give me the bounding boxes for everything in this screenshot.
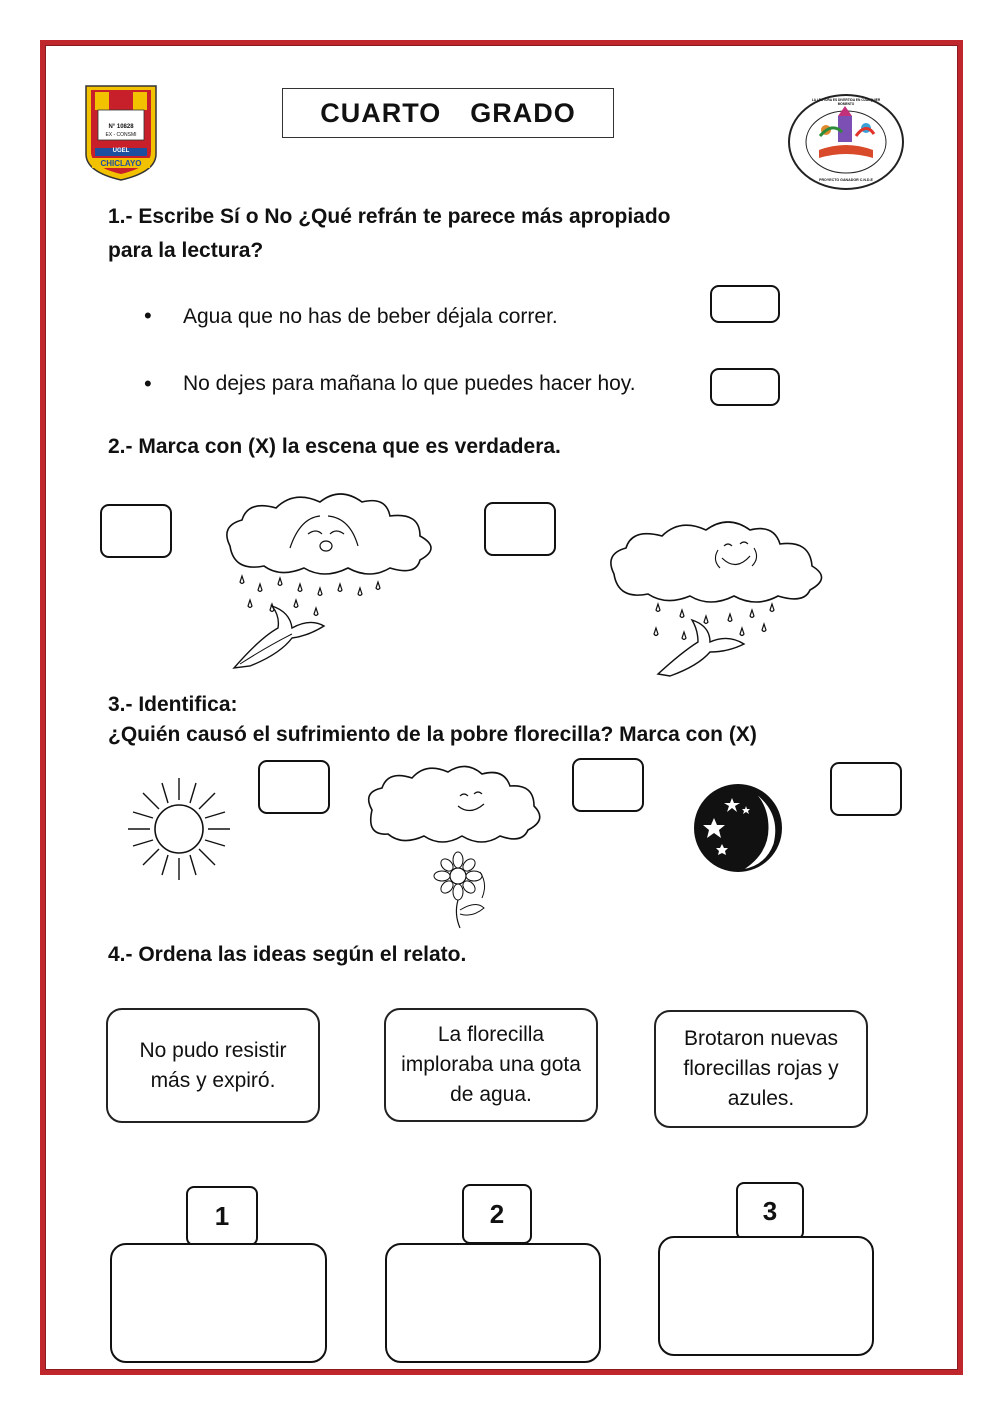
order-number-2: 2: [462, 1184, 532, 1244]
q1-item-text: No dejes para mañana lo que puedes hacer hoy.: [183, 372, 636, 395]
bullet-icon: •: [144, 303, 152, 328]
crest-ugel: UGEL: [112, 148, 130, 154]
idea-card-3: Brotaron nuevas florecillas rojas y azules.: [654, 1010, 868, 1128]
page-title: CUARTO GRADO: [282, 88, 614, 138]
q2-answer-box-2[interactable]: [484, 502, 556, 556]
idea-card-2: La florecilla imploraba una gota de agua.: [384, 1008, 598, 1122]
crest-city: CHICLAYO: [100, 159, 142, 168]
idea-card-1: No pudo resistir más y expiró.: [106, 1008, 320, 1123]
sun-icon: [126, 776, 232, 882]
q1-item-text: Agua que no has de beber déjala correr.: [183, 305, 558, 328]
q1-heading-line2: para la lectura?: [108, 239, 264, 262]
bullet-icon: •: [144, 371, 152, 396]
q3-answer-box-2[interactable]: [572, 758, 644, 812]
q3-answer-box-3[interactable]: [830, 762, 902, 816]
q2-answer-box-1[interactable]: [100, 504, 172, 558]
crest-sub: EX - CONSMI: [105, 132, 137, 138]
q3-answer-box-1[interactable]: [258, 760, 330, 814]
order-number-1: 1: [186, 1186, 258, 1246]
moon-with-stars-icon: [692, 782, 788, 874]
order-number-3: 3: [736, 1182, 804, 1240]
q1-answer-box-1[interactable]: [710, 285, 780, 323]
seal-arc-bottom: PROYECTO GANADOR C.N.D.E: [819, 178, 873, 182]
order-answer-box-3[interactable]: [658, 1236, 874, 1356]
q4-heading: 4.- Ordena las ideas según el relato.: [108, 943, 467, 966]
seal-arc-top: LA LECTURA ES DIVERTIDA EN CUALQUIER MOMENTO: [811, 98, 881, 106]
order-answer-box-2[interactable]: [385, 1243, 601, 1363]
school-crest-icon: [82, 84, 160, 182]
happy-raining-cloud-with-plant-icon: [606, 514, 832, 682]
q3-heading-line2: ¿Quién causó el sufrimiento de la pobre florecilla? Marca con (X): [108, 723, 757, 746]
q1-answer-box-2[interactable]: [710, 368, 780, 406]
q1-heading-line1: 1.- Escribe Sí o No ¿Qué refrán te parece más apropiado: [108, 205, 671, 228]
crest-number: N° 10828: [108, 124, 134, 130]
q2-heading: 2.- Marca con (X) la escena que es verdadera.: [108, 435, 561, 458]
q3-heading-line1: 3.- Identifica:: [108, 693, 238, 716]
reading-project-seal-icon: [786, 92, 906, 192]
cloud-with-flower-icon: [362, 760, 542, 930]
order-answer-box-1[interactable]: [110, 1243, 327, 1363]
sad-raining-cloud-with-plant-icon: [220, 488, 450, 678]
